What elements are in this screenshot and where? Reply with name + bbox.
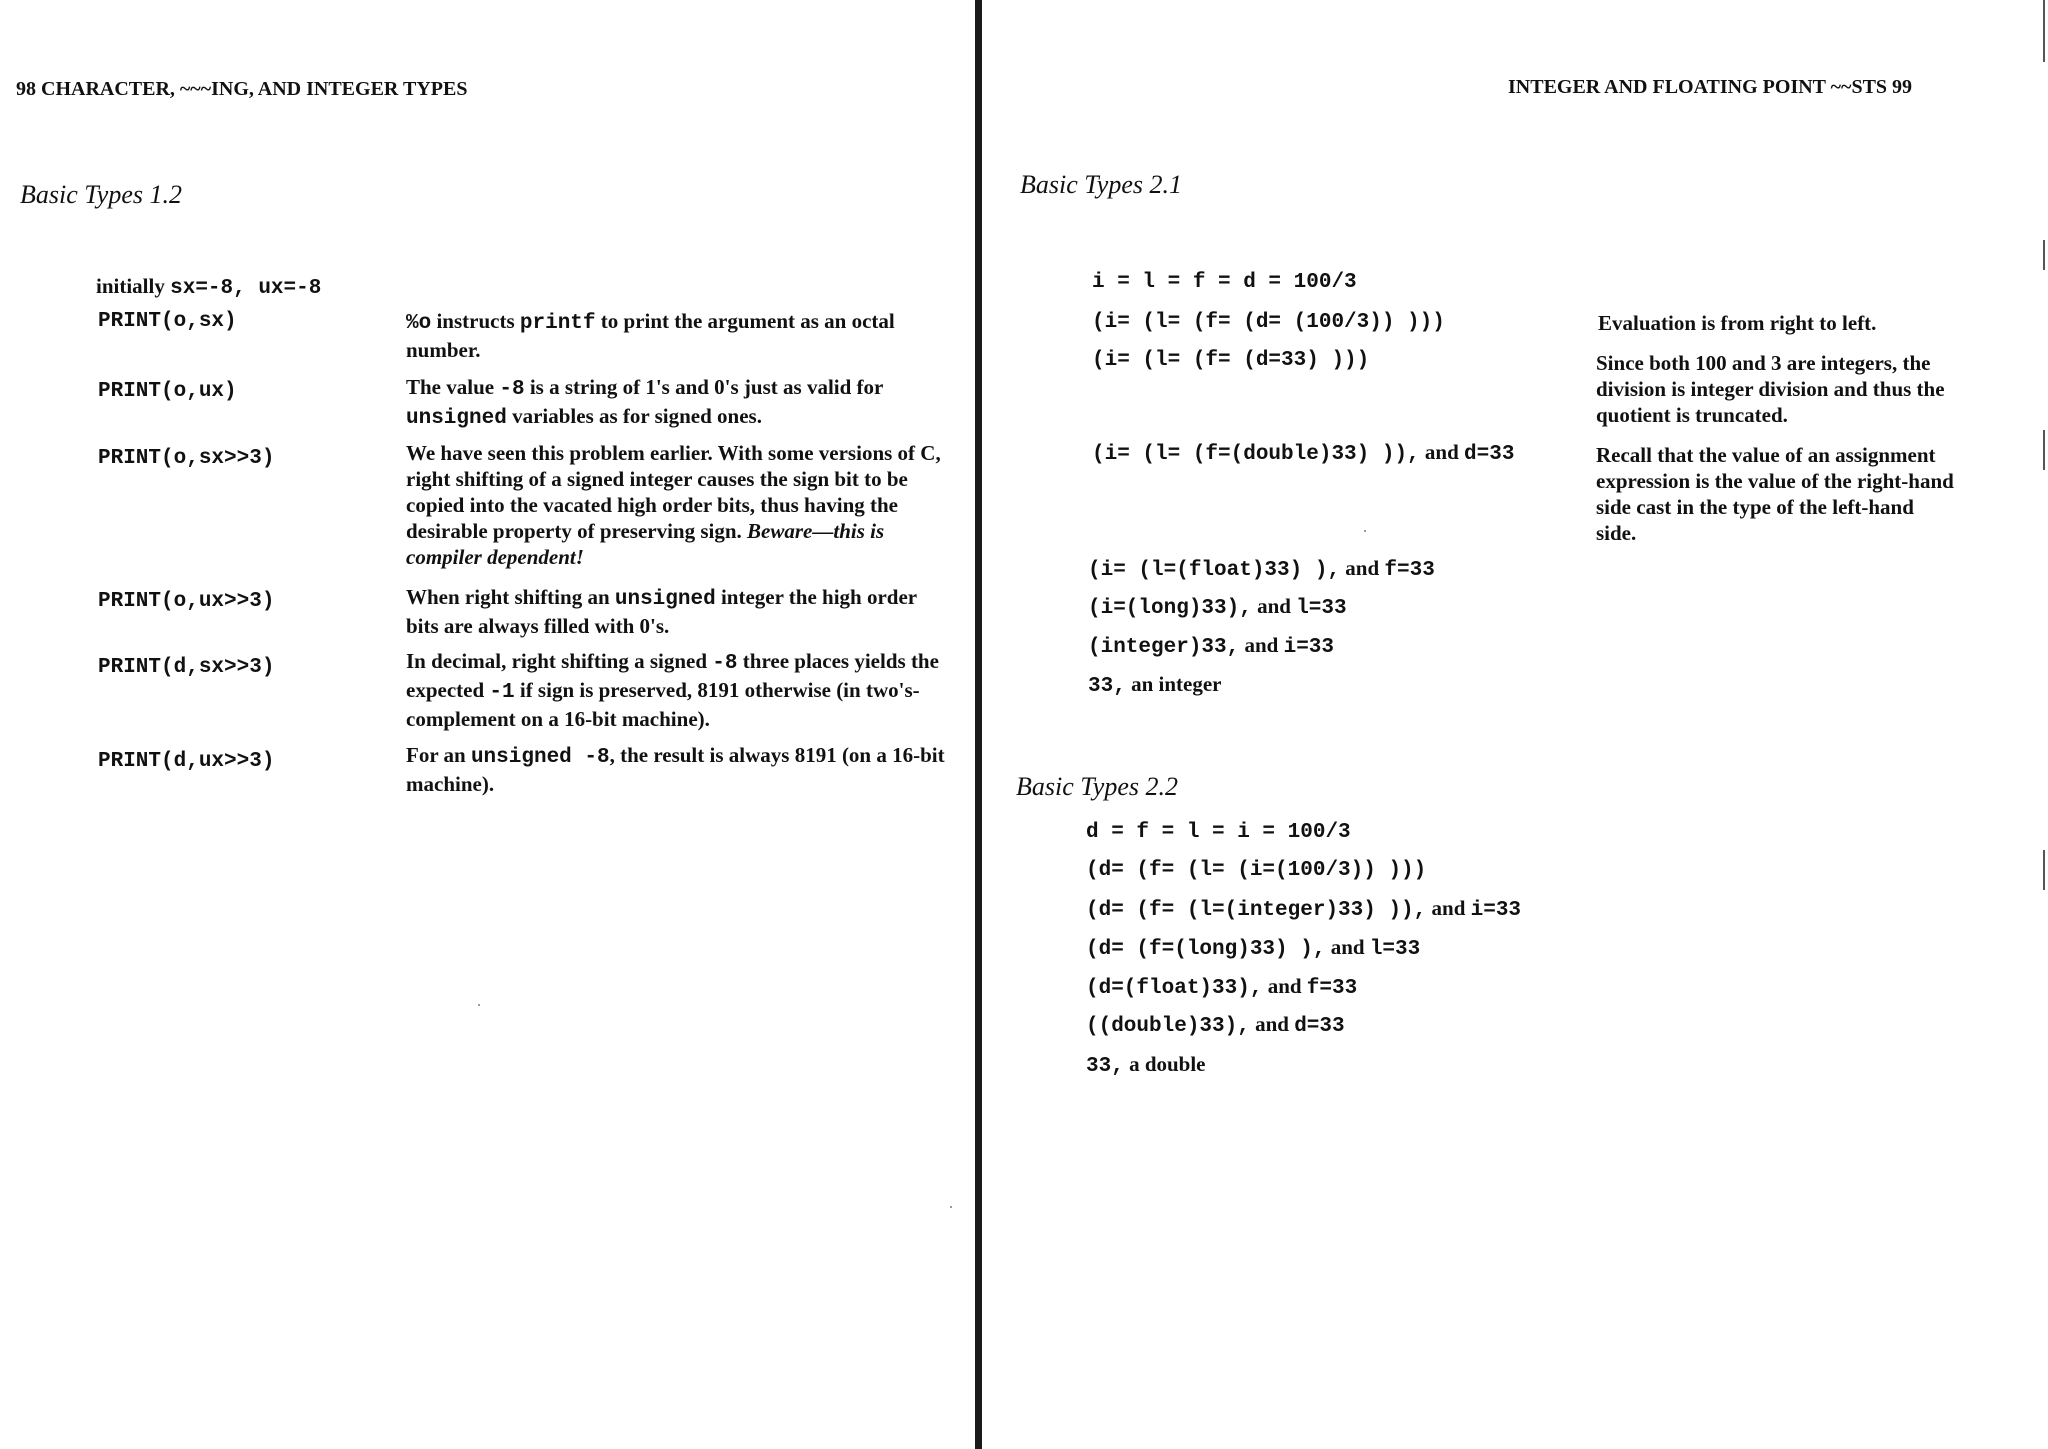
scan-edge-mark bbox=[2043, 240, 2045, 270]
book-spine-divider bbox=[975, 0, 982, 1449]
s2-line-5: (d=(float)33), and f=33 bbox=[1086, 974, 1358, 1000]
s2-line-1: d = f = l = i = 100/3 bbox=[1086, 821, 1351, 844]
note-evaluation-order: Evaluation is from right to left. bbox=[1598, 311, 1877, 335]
row-desc-4: When right shifting an unsigned integer the high order bits are always filled with 0's. bbox=[406, 585, 917, 638]
note-assignment-cast: Recall that the value of an assignment expression is the value of the right-hand side cast in the type of the left-hand side. bbox=[1596, 443, 1954, 545]
scan-speck bbox=[950, 1206, 952, 1208]
row-code-6: PRINT(d,ux>>3) bbox=[98, 750, 275, 773]
left-running-header: 98 CHARACTER, ~~~ING, AND INTEGER TYPES bbox=[16, 78, 468, 100]
s2-line-4: (d= (f=(long)33) ), and l=33 bbox=[1086, 935, 1421, 961]
row-desc-3: We have seen this problem earlier. With some versions of C, right shifting of a signed integer causes the sign bit to be copied into the vacated high order bits, thus having the desirable property of preserving sign. Beware—this is compiler dependent! bbox=[406, 441, 941, 569]
row-code-2: PRINT(o,ux) bbox=[98, 380, 237, 403]
right-running-header: INTEGER AND FLOATING POINT ~~STS 99 bbox=[1508, 76, 1913, 98]
scan-edge-mark bbox=[2043, 430, 2045, 470]
scan-edge-mark bbox=[2043, 850, 2045, 890]
row-desc-2: The value -8 is a string of 1's and 0's just as valid for unsigned variables as for signed ones. bbox=[406, 375, 883, 430]
scan-edge-mark bbox=[2043, 0, 2045, 62]
s2-line-7: 33, a double bbox=[1086, 1052, 1206, 1078]
scan-speck bbox=[478, 1004, 480, 1006]
scan-speck bbox=[1364, 530, 1366, 532]
row-code-5: PRINT(d,sx>>3) bbox=[98, 656, 275, 679]
s1-line-4: (i= (l= (f=(double)33) )), and d=33 bbox=[1092, 440, 1515, 466]
s2-line-2: (d= (f= (l= (i=(100/3)) ))) bbox=[1086, 859, 1427, 882]
section-title-basic-types-2-1: Basic Types 2.1 bbox=[1020, 170, 1182, 199]
initially-values: sx=-8, ux=-8 bbox=[170, 277, 322, 300]
row-desc-1: %o instructs printf to print the argument as an octal number. bbox=[406, 309, 895, 362]
initially-label: initially bbox=[96, 274, 171, 298]
s2-line-6: ((double)33), and d=33 bbox=[1086, 1012, 1345, 1038]
row-desc-5: In decimal, right shifting a signed -8 three places yields the expected -1 if sign is preserved, 8191 otherwise (in two's-complement on a 16-bit machine). bbox=[406, 649, 939, 731]
s1-line-7: (integer)33, and i=33 bbox=[1088, 633, 1335, 659]
section-title-basic-types-1-2: Basic Types 1.2 bbox=[20, 180, 182, 209]
row-code-4: PRINT(o,ux>>3) bbox=[98, 590, 275, 613]
row-code-3: PRINT(o,sx>>3) bbox=[98, 447, 275, 470]
note-integer-division: Since both 100 and 3 are integers, the division is integer division and thus the quotient is truncated. bbox=[1596, 351, 1945, 427]
s1-line-5: (i= (l=(float)33) ), and f=33 bbox=[1088, 556, 1435, 582]
row-desc-6: For an unsigned -8, the result is always 8191 (on a 16-bit machine). bbox=[406, 743, 945, 796]
initially-line bbox=[96, 274, 321, 300]
section-title-basic-types-2-2: Basic Types 2.2 bbox=[1016, 772, 1178, 801]
s1-line-8: 33, an integer bbox=[1088, 672, 1222, 698]
s1-line-3: (i= (l= (f= (d=33) ))) bbox=[1092, 349, 1370, 372]
s1-line-1: i = l = f = d = 100/3 bbox=[1092, 271, 1357, 294]
s2-line-3: (d= (f= (l=(integer)33) )), and i=33 bbox=[1086, 896, 1522, 922]
s1-line-2: (i= (l= (f= (d= (100/3)) ))) bbox=[1092, 311, 1445, 334]
row-code-1: PRINT(o,sx) bbox=[98, 310, 237, 333]
s1-line-6: (i=(long)33), and l=33 bbox=[1088, 594, 1347, 620]
